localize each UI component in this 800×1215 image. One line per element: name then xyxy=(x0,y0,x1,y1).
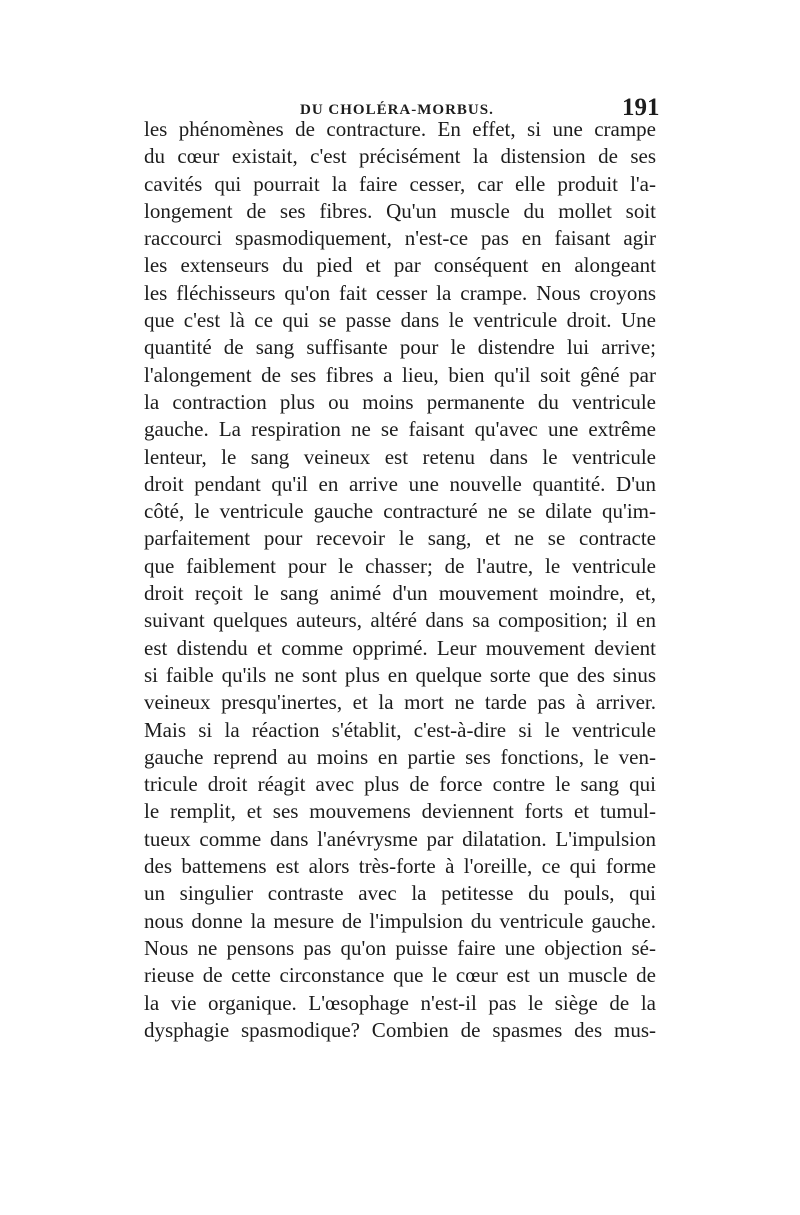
text-line: parfaitement pour recevoir le sang, et ne se contracte xyxy=(144,526,656,551)
text-line: du cœur existait, c'est précisément la distension de ses xyxy=(144,144,656,169)
text-line: gauche reprend au moins en partie ses fonctions, le ven- xyxy=(144,744,656,769)
text-line: quantité de sang suffisante pour le distendre lui arrive; xyxy=(144,335,656,360)
text-line: l'alongement de ses fibres a lieu, bien qu'il soit gêné par xyxy=(144,362,656,387)
text-line: tricule droit réagit avec plus de force contre le sang qui xyxy=(144,772,656,797)
text-line: cavités qui pourrait la faire cesser, car elle produit l'a- xyxy=(144,171,656,196)
text-line: tueux comme dans l'anévrysme par dilatation. L'impulsion xyxy=(144,826,656,851)
text-line: le remplit, et ses mouvemens deviennent forts et tumul- xyxy=(144,799,656,824)
text-line: les phénomènes de contracture. En effet, si une crampe xyxy=(144,117,656,141)
text-line: gauche. La respiration ne se faisant qu'avec une extrême xyxy=(144,417,656,442)
text-line: veineux presqu'inertes, et la mort ne tarde pas à arriver. xyxy=(144,690,656,715)
text-line: Nous ne pensons pas qu'on puisse faire une objection sé- xyxy=(144,935,656,960)
text-line: la contraction plus ou moins permanente du ventricule xyxy=(144,389,656,414)
text-line: Mais si la réaction s'établit, c'est-à-dire si le ventricule xyxy=(144,717,656,742)
text-line: un singulier contraste avec la petitesse du pouls, qui xyxy=(144,881,656,906)
text-line: dysphagie spasmodique? Combien de spasmes des mus- xyxy=(144,1017,656,1042)
text-line: que faiblement pour le chasser; de l'autre, le ventricule xyxy=(144,553,656,578)
text-line: nous donne la mesure de l'impulsion du ventricule gauche. xyxy=(144,908,656,933)
running-title: DU CHOLÉRA-MORBUS. xyxy=(300,102,494,118)
text-line: côté, le ventricule gauche contracturé ne se dilate qu'im- xyxy=(144,499,656,524)
text-line: si faible qu'ils ne sont plus en quelque sorte que des sinus xyxy=(144,662,656,687)
text-line: lenteur, le sang veineux est retenu dans le ventricule xyxy=(144,444,656,469)
text-line: les fléchisseurs qu'on fait cesser la crampe. Nous croyons xyxy=(144,280,656,305)
text-line: suivant quelques auteurs, altéré dans sa composition; il en xyxy=(144,608,656,633)
text-line: raccourci spasmodiquement, n'est-ce pas en faisant agir xyxy=(144,226,656,251)
text-line: droit pendant qu'il en arrive une nouvelle quantité. D'un xyxy=(144,471,656,496)
text-line: droit reçoit le sang animé d'un mouvement moindre, et, xyxy=(144,581,656,606)
text-line: rieuse de cette circonstance que le cœur est un muscle de xyxy=(144,963,656,988)
body-text xyxy=(144,116,656,1044)
text-line: longement de ses fibres. Qu'un muscle du mollet soit xyxy=(144,198,656,223)
page-number: 191 xyxy=(622,94,660,121)
text-line: la vie organique. L'œsophage n'est-il pas le siège de la xyxy=(144,990,656,1015)
text-line: est distendu et comme opprimé. Leur mouvement devient xyxy=(144,635,656,660)
text-line: les extenseurs du pied et par conséquent en alongeant xyxy=(144,253,656,278)
text-line: que c'est là ce qui se passe dans le ventricule droit. Une xyxy=(144,308,656,333)
text-line: des battemens est alors très-forte à l'oreille, ce qui forme xyxy=(144,854,656,879)
